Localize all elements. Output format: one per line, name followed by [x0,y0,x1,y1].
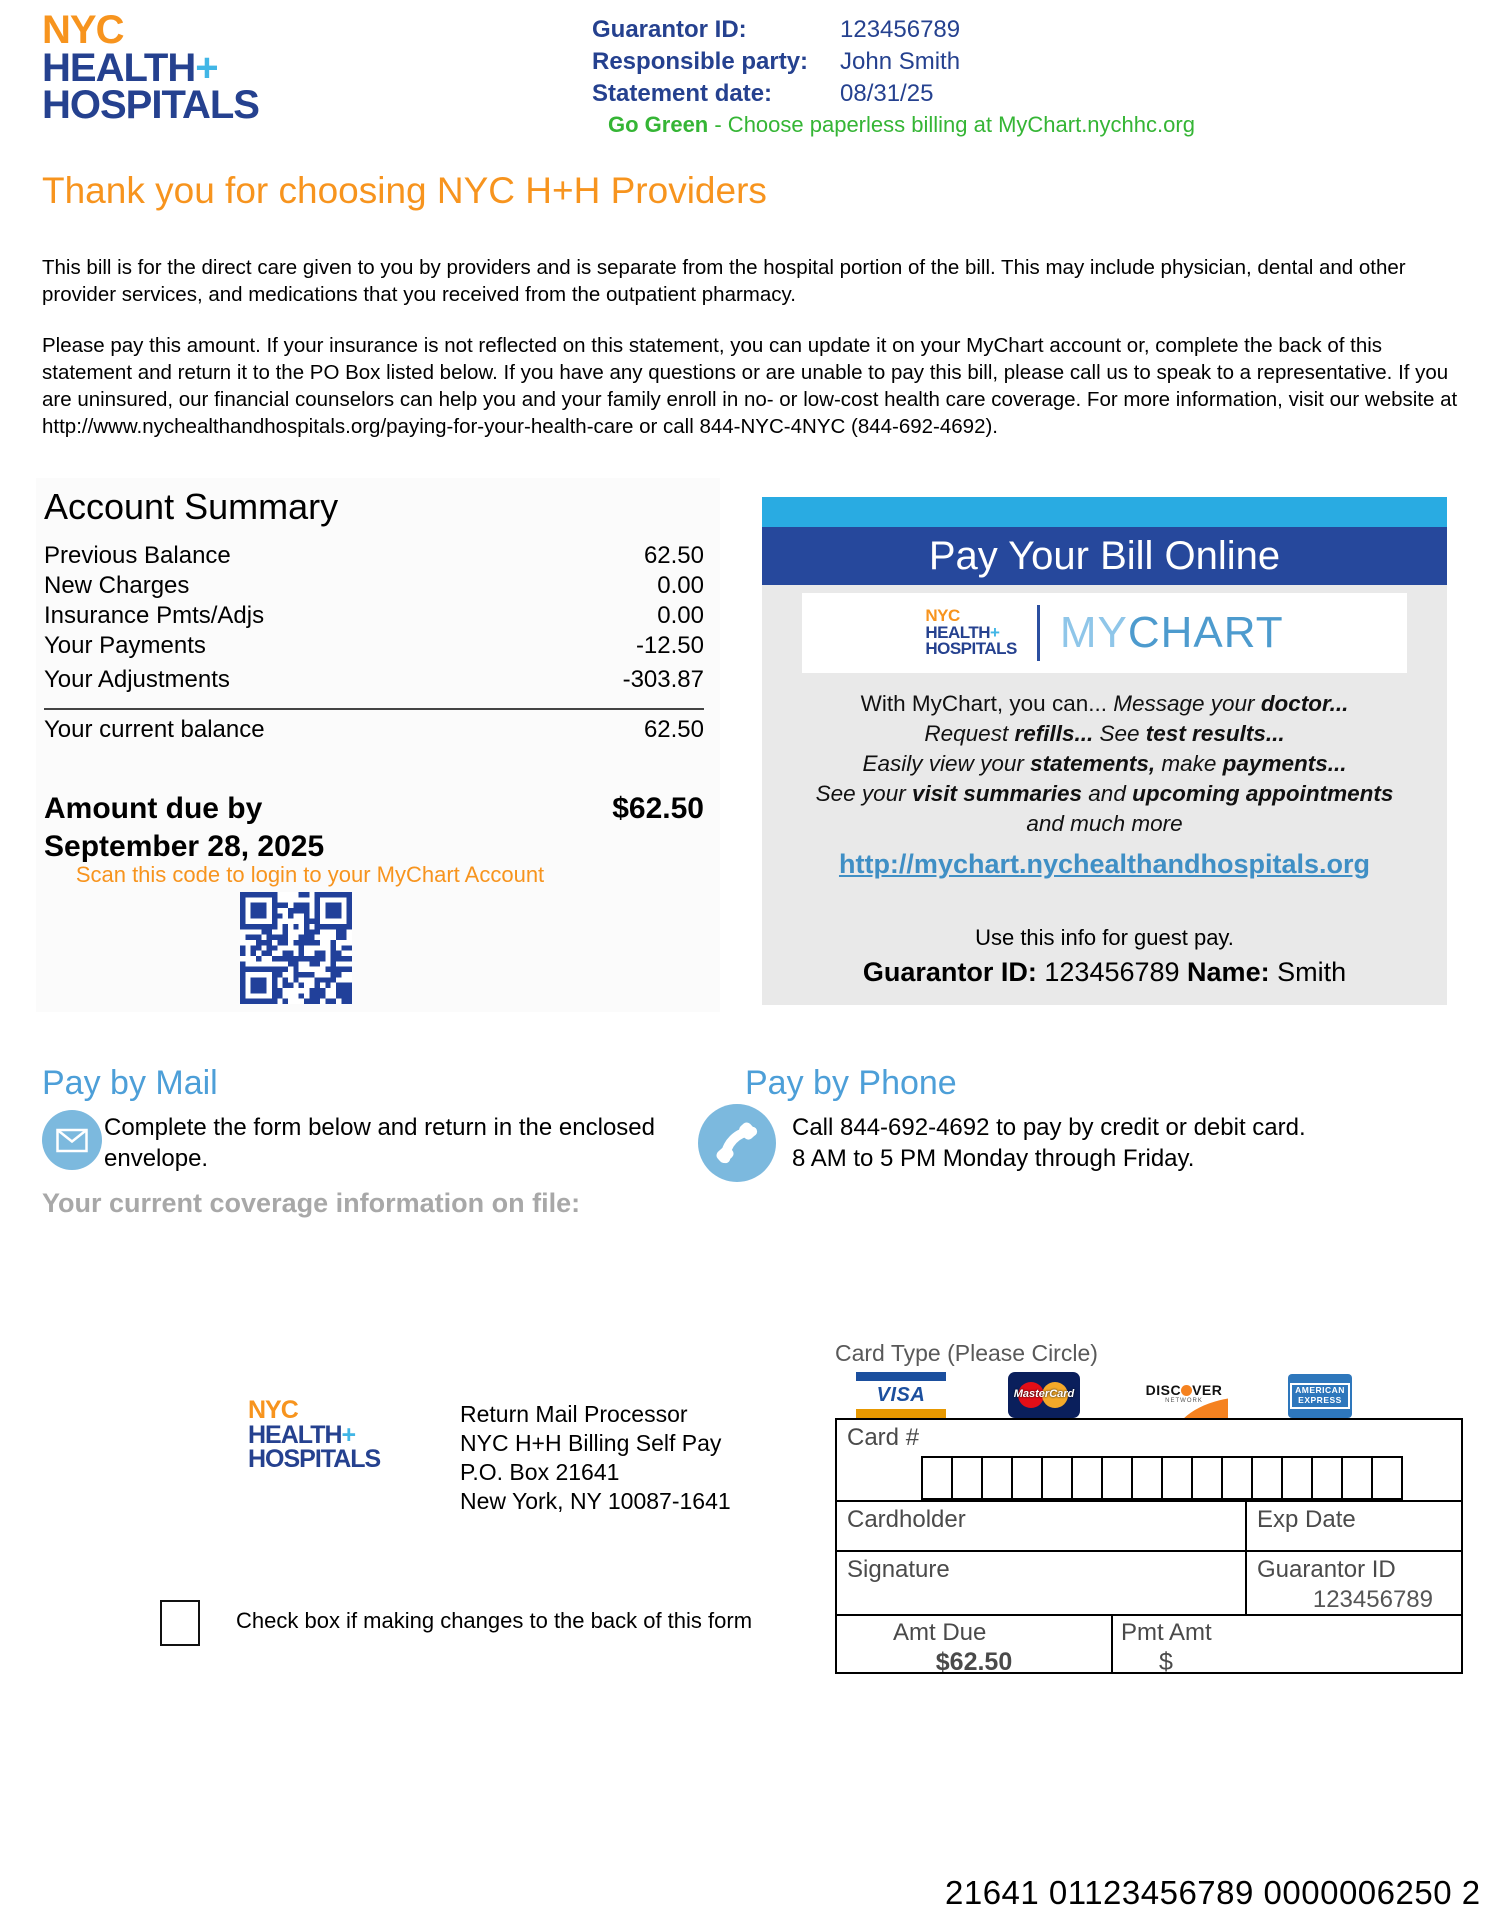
card-digit-box[interactable] [1251,1456,1283,1500]
guest-pay-credentials [762,957,1447,988]
card-digit-box[interactable] [1041,1456,1073,1500]
mychart-link[interactable]: http://mychart.nychealthandhospitals.org [838,849,1371,879]
coverage-note: Your current coverage information on file: [42,1188,581,1218]
panel-cyan-strip [762,497,1447,527]
mychart-logo-box [802,593,1407,673]
pmt-amt-cell[interactable]: Pmt Amt $ [1113,1616,1461,1672]
card-digit-box[interactable] [1341,1456,1373,1500]
amex-logo[interactable]: AMERICAN EXPRESS [1288,1374,1352,1418]
summary-row-previous-balance: Previous Balance 62.50 [44,542,704,569]
mychart-qr-code [240,892,352,1004]
changes-checkbox[interactable] [160,1600,200,1646]
amt-due-cell: Amt Due $62.50 [837,1616,1113,1672]
statement-header-fields [592,14,960,110]
guest-name-label: Name: [1187,957,1270,987]
guest-guarantor-value: 123456789 [1036,957,1188,987]
return-address-line4: New York, NY 10087-1641 [460,1488,731,1514]
mychart-feature-lines: With MyChart, you can... Message your doctor... Request refills... See test results... Easily view your statements, make payments... See your visit summaries and upcoming appointments and much more [815,691,1394,836]
qr-caption: Scan this code to login to your MyChart Account [75,862,545,887]
logo-nyc: NYC [42,8,124,52]
nyc-health-hospitals-logo [42,8,259,128]
summary-row-insurance: Insurance Pmts/Adjs 0.00 [44,602,704,629]
card-digit-box[interactable] [1161,1456,1193,1500]
pay-by-mail-text: Complete the form below and return in the enclosed envelope. [104,1114,655,1172]
visa-wordmark: VISA [876,1383,926,1406]
card-digit-box[interactable] [1071,1456,1103,1500]
intro-paragraph-2: Please pay this amount. If your insurance is not reflected on this statement, you can update it on your MyChart account or, complete the back of this statement and return it to the PO Box listed below. If you have any questions or are unable to pay this bill, please call us to speak to a representative. If you are uninsured, our financial counselors can help you and your family enroll in no- or low-cost health care coverage. For more information, visit our website at http://www.nychealthandhospitals.org/paying-for-your-health-care or call 844-NYC-4NYC (844-692-4692). [42,334,1458,438]
pay-by-phone-text [792,1112,1432,1174]
summary-divider-line [44,708,704,710]
page-title: Thank you for choosing NYC H+H Providers [42,170,767,211]
discover-orange-dot [1181,1385,1192,1396]
guest-name-value: Smith [1269,957,1347,987]
phone-icon [698,1104,776,1182]
card-digit-box[interactable] [1101,1456,1133,1500]
form-amt-due-value: $62.50 [935,1648,1013,1676]
visa-logo[interactable] [856,1372,946,1418]
guest-guarantor-label: Guarantor ID: [862,957,1037,987]
discover-network-text: NETWORK [1165,1398,1203,1404]
guarantor-id-cell: Guarantor ID 123456789 [1247,1552,1461,1614]
card-digit-box[interactable] [981,1456,1013,1500]
go-green-bold: Go Green [608,112,709,137]
summary-row-your-payments: Your Payments -12.50 [44,632,704,659]
current-balance-row [44,716,704,744]
card-number-row [837,1420,1461,1500]
summary-row-your-adjustments: Your Adjustments -303.87 [44,666,704,693]
pay-online-banner: Pay Your Bill Online [762,527,1447,585]
card-digit-box[interactable] [1371,1456,1403,1500]
amount-row [837,1614,1461,1676]
form-guarantor-id-value: 123456789 [1312,1586,1433,1613]
guest-pay-note: Use this info for guest pay. [975,925,1234,950]
statement-date-label: Statement date: [592,80,773,107]
cardholder-field[interactable]: Cardholder [837,1502,1247,1550]
go-green-rest: - Choose paperless billing at MyChart.nychhc.org [708,112,1195,137]
summary-row-new-charges: New Charges 0.00 [44,572,704,599]
statement-date-row [592,78,960,110]
logo-health-plus: HEALTH+ [42,45,218,90]
current-balance-value: 62.50 [643,716,704,743]
nyc-health-hospitals-logo-return: NYC HEALTH+ HOSPITALS [248,1396,381,1473]
cardholder-row [837,1500,1461,1550]
responsible-party-value: John Smith [840,48,961,75]
logo-plus-sign: + [195,45,218,90]
current-balance-label: Your current balance [44,716,265,743]
form-pmt-amt-value: $ [1159,1648,1173,1676]
payment-card-form [835,1418,1463,1674]
card-number-boxes[interactable] [923,1456,1403,1500]
return-address-line1: Return Mail Processor [460,1401,688,1427]
card-digit-box[interactable] [921,1456,953,1500]
remittance-code: 21641 01123456789 0000006250 2 [945,1874,1481,1911]
pay-online-panel [762,497,1447,1005]
card-digit-box[interactable] [1281,1456,1313,1500]
signature-row [837,1550,1461,1614]
guarantor-id-row [592,14,960,46]
card-digit-box[interactable] [951,1456,983,1500]
intro-paragraph-1: This bill is for the direct care given to you by providers and is separate from the hospital portion of the bill. This may include physician, dental and other provider services, and medications that you received from the outpatient pharmacy. [42,256,1406,306]
qr-code-image [240,892,352,1004]
envelope-icon [42,1110,102,1170]
amount-due-block [44,790,704,866]
mastercard-logo[interactable] [1008,1372,1080,1418]
go-green-note [608,112,1195,138]
responsible-party-label: Responsible party: [592,48,809,75]
card-number-label: Card # [847,1424,920,1451]
signature-field[interactable]: Signature [837,1552,1247,1614]
amount-due-value: $62.50 [612,792,704,825]
responsible-party-row [592,46,960,78]
guarantor-id-label: Guarantor ID: [592,16,747,43]
account-summary-title: Account Summary [44,486,339,527]
phone-line-1: Call 844-692-4692 to pay by credit or debit card. [792,1114,1306,1141]
discover-logo[interactable]: DISC VER NETWORK [1140,1374,1228,1418]
mychart-wordmark: MYCHART [1059,608,1284,657]
card-digit-box[interactable] [1221,1456,1253,1500]
phone-line-2: 8 AM to 5 PM Monday through Friday. [792,1145,1195,1172]
logo-hospitals: HOSPITALS [42,83,259,128]
pay-by-phone-heading: Pay by Phone [745,1064,957,1102]
changes-checkbox-label: Check box if making changes to the back of this form [236,1608,753,1633]
card-type-label: Card Type (Please Circle) [835,1340,1098,1366]
return-mail-address [460,1400,731,1516]
mastercard-wordmark: MasterCard [1013,1388,1075,1400]
card-digit-box[interactable] [1311,1456,1343,1500]
account-summary-rows [44,542,704,696]
amount-due-label-line1: Amount due by [44,792,263,825]
exp-date-field[interactable]: Exp Date [1257,1506,1356,1533]
guarantor-id-value: 123456789 [840,16,961,43]
return-address-line2: NYC H+H Billing Self Pay [460,1430,722,1456]
card-digit-box[interactable] [1191,1456,1223,1500]
amount-due-label-line2: September 28, 2025 [44,830,325,863]
logo-divider [1037,605,1040,661]
nyc-health-hospitals-logo-small: NYC HEALTH+ HOSPITALS [925,606,1017,659]
return-address-line3: P.O. Box 21641 [460,1459,620,1485]
pay-by-mail-heading: Pay by Mail [42,1064,218,1102]
card-digit-box[interactable] [1131,1456,1163,1500]
statement-date-value: 08/31/25 [840,80,934,107]
card-digit-box[interactable] [1011,1456,1043,1500]
